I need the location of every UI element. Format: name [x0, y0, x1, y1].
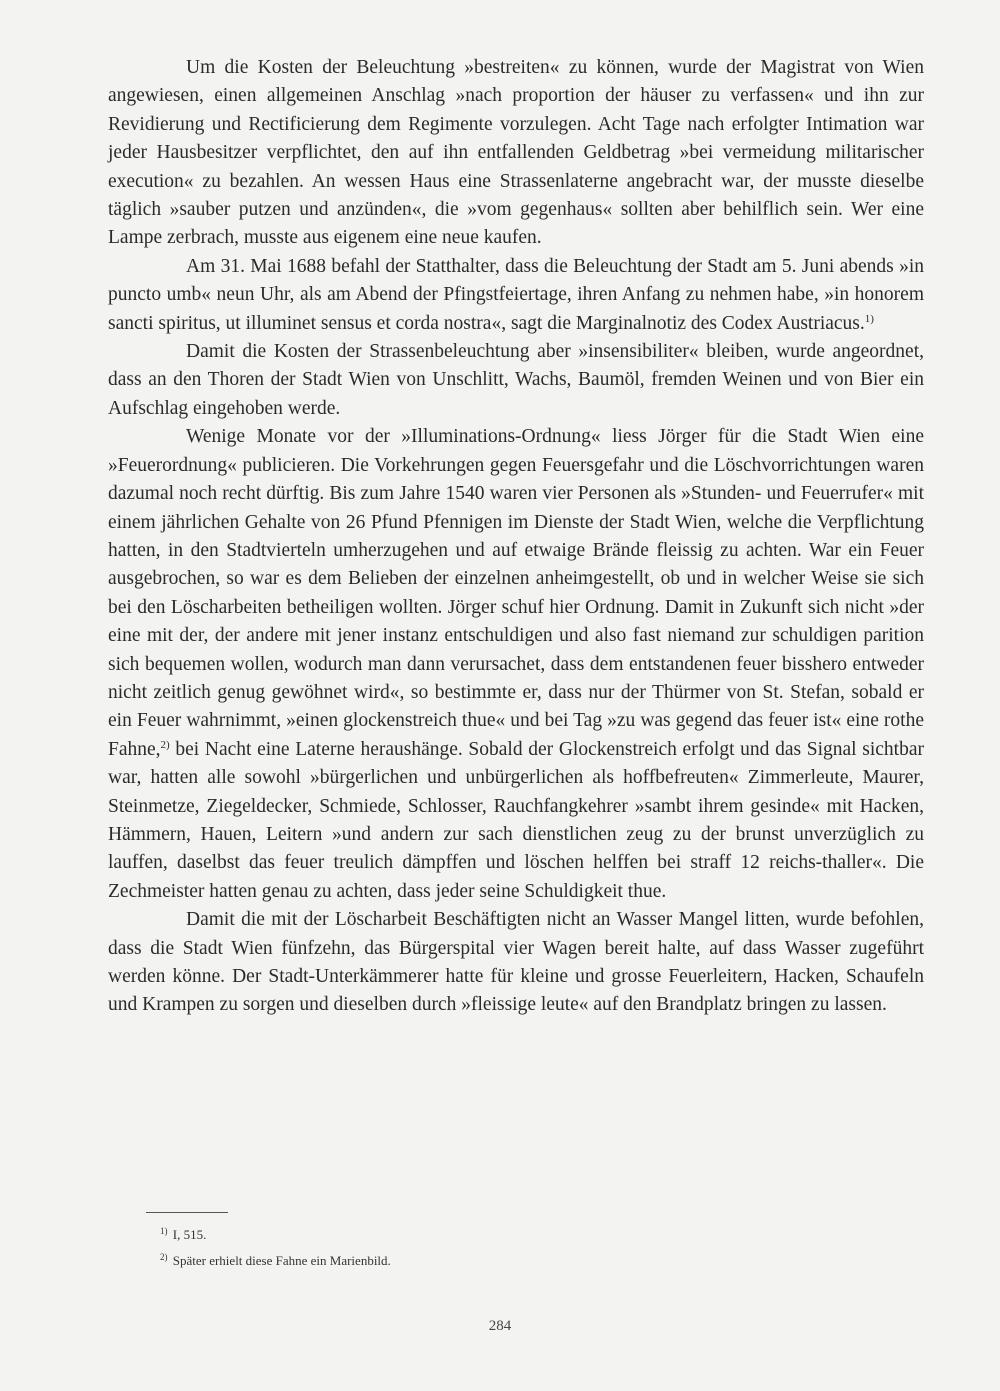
footnote-divider — [146, 1212, 228, 1213]
footnotes — [160, 1220, 860, 1272]
paragraph-5: Damit die mit der Löscharbeit Beschäftigten nicht an Wasser Mangel litten, wurde befohlen, dass die Stadt Wien fünfzehn, das Bürgerspital vier Wagen bereit halte, auf dass Wasser zugeführt werden könne. Der Stadt-Unterkämmerer hatte für kleine und grosse Feuerleitern, Hacken, Schaufeln und Krampen zu sorgen und dieselben durch »fleissige leute« auf den Brandplatz bringen zu lassen. — [108, 909, 924, 1016]
paragraph-2-text: Am 31. Mai 1688 befahl der Statthalter, dass die Beleuchtung der Stadt am 5. Juni abends »in puncto umb« neun Uhr, als am Abend der Pfingstfeiertage, ihren Anfang zu nehmen habe, »in honorem sancti spiritus, ut illuminet sensus et corda nostra«, sagt die Marginalnotiz des Codex Austriacus. — [108, 255, 924, 334]
footnote-1 — [160, 1220, 860, 1246]
paragraph-2 — [108, 253, 924, 338]
footnote-text-2: Später erhielt diese Fahne ein Marienbild. — [172, 1253, 391, 1268]
footnote-mark-2: 2) — [160, 1252, 168, 1262]
footnote-mark-1: 1) — [160, 1226, 168, 1236]
paragraph-4 — [108, 423, 924, 906]
paragraph-4-continuation: bei Nacht eine Laterne heraushänge. Sobald der Glockenstreich erfolgt und das Signal sichtbar war, hatten alle sowohl »bürgerlichen und unbürgerlichen als hoffbefreuten« Zimmerleute, Maurer, Steinmetze, Ziegeldecker, Schmiede, Schlosser, Rauchfangkehrer »sambt ihrem gesinde« mit Hacken, Hämmern, Hauen, Leitern »und andern zur sach dienstlichen zeug zu der brunst unverzüglich zu lauffen, daselbst das feuer treulich dämpffen und löschen helffen bei straff 12 reichs-thaller«. Die Zechmeister hatten genau zu achten, dass jeder seine Schuldigkeit thue. — [108, 738, 924, 902]
footnote-ref-2: 2) — [160, 738, 170, 751]
footnote-ref-1: 1) — [864, 312, 874, 325]
paragraph-1: Um die Kosten der Beleuchtung »bestreiten« zu können, wurde der Magistrat von Wien angewiesen, einen allgemeinen Anschlag »nach proportion der häuser zu verfassen« und ihn zur Revidierung und Rectificierung dem Regimente vorzulegen. Acht Tage nach erfolgter Intimation war jeder Hausbesitzer verpflichtet, den auf ihn entfallenden Geldbetrag »bei vermeidung militarischer execution« zu bezahlen. An wessen Haus eine Strassenlaterne angebracht war, der musste dieselbe täglich »sauber putzen und anzünden«, die »vom gegenhaus« sollten aber behilflich sein. Wer eine Lampe zerbrach, musste aus eigenem eine neue kaufen. — [108, 57, 924, 249]
footnote-2 — [160, 1246, 860, 1272]
paragraph-3: Damit die Kosten der Strassenbeleuchtung aber »insensibiliter« bleiben, wurde angeordnet, dass an den Thoren der Stadt Wien von Unschlitt, Wachs, Baumöl, fremden Weinen und von Bier ein Aufschlag eingehoben werde. — [108, 341, 924, 419]
body-text — [108, 54, 924, 1020]
footnote-text-1: I, 515. — [172, 1227, 207, 1242]
page-number: 284 — [488, 1318, 512, 1334]
paragraph-4-text: Wenige Monate vor der »Illuminations-Ordnung« liess Jörger für die Stadt Wien eine »Feuerordnung« publicieren. Die Vorkehrungen gegen Feuersgefahr und die Löschvorrichtungen waren dazumal noch recht dürftig. Bis zum Jahre 1540 waren vier Personen als »Stunden- und Feuerrufer« mit einem jährlichen Gehalte von 26 Pfund Pfennigen im Dienste der Stadt Wien, welche die Verpflichtung hatten, in den Stadtvierteln umherzugehen und auf etwaige Brände fleissig zu achten. War ein Feuer ausgebrochen, so war es dem Belieben der einzelnen anheimgestellt, ob und in welcher Weise sie sich bei den Löscharbeiten betheiligen wollten. Jörger schuf hier Ordnung. Damit in Zukunft sich nicht »der eine mit der, der andere mit jener instanz entschuldigen und also fast niemand zur schuldigen parition sich bequemen wollen, wodurch man dann verursachet, dass dem entstandenen feuer bisshero entweder nicht zeitlich genug gewöhnet wird«, so bestimmte er, dass nur der Thürmer von St. Stefan, sobald er ein Feuer wahrnimmt, »einen glockenstreich thue« und bei Tag »zu was gegend das feuer ist« eine rothe Fahne, — [108, 426, 924, 760]
